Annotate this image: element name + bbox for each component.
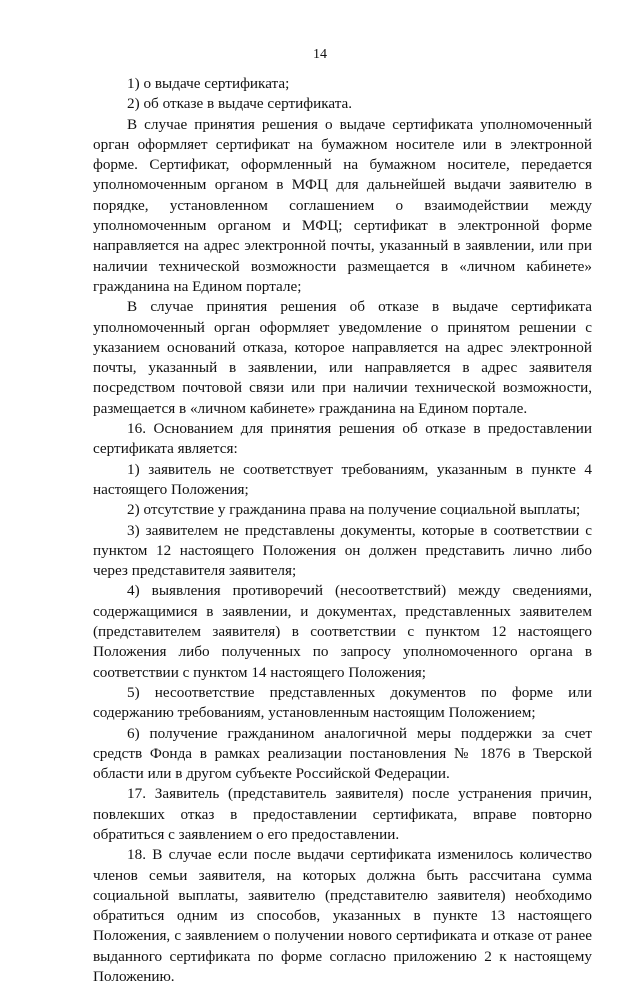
paragraph-issue-decision: В случае принятия решения о выдаче сертификата уполномоченный орган оформляет сертификат на бумажном носителе или в электронной форме. Сертификат, оформленный на бумажном носителе, передается уполномоченным органом в МФЦ для дальнейшей выдачи заявителю в порядке, установленном соглашением о взаимодействии между уполномоченным органом и МФЦ; сертификат в электронной форме направляется на адрес электронной почты, указанный в заявлении, или при наличии технической возможности размещается в «личном кабинете» гражданина на Едином портале;	[93, 115, 592, 295]
document-body	[93, 74, 592, 987]
paragraph-clause-16-item-1: 1) заявитель не соответствует требованиям, указанным в пункте 4 настоящего Положения;	[93, 460, 592, 498]
paragraph-clause-16-item-5: 5) несоответствие представленных документов по форме или содержанию требованиям, установленным настоящим Положением;	[93, 683, 592, 722]
paragraph-option-2: 2) об отказе в выдаче сертификата.	[127, 95, 353, 113]
page-number: 14	[313, 47, 327, 62]
paragraph-clause-18: 18. В случае если после выдачи сертификата изменилось количество членов семьи заявителя, на которых должна быть рассчитана сумма социальной выплаты, заявителю (представителю заявителя) необходимо обратиться одним из способов, указанных в пункте 13 настоящего Положения, с заявлением о получении нового сертификата и отказе от ранее выданного сертификата по форме согласно приложению 2 к настоящему Положению.	[93, 846, 592, 986]
paragraph-refusal-decision: В случае принятия решения об отказе в выдаче сертификата уполномоченный орган оформляет уведомление о принятом решении с указанием оснований отказа, которое направляется на адрес электронной почты, указанный в заявлении, или направляется в адрес заявителя посредством почтовой связи или при наличии технической возможности, размещается в «личном кабинете» гражданина на Едином портале.	[93, 298, 592, 417]
paragraph-option-1: 1) о выдаче сертификата;	[127, 75, 290, 92]
paragraph-clause-17: 17. Заявитель (представитель заявителя) после устранения причин, повлекших отказ в предоставлении сертификата, вправе повторно обратиться с заявлением о его предоставлении.	[93, 785, 592, 843]
paragraph-clause-16-item-2: 2) отсутствие у гражданина права на получение социальной выплаты;	[127, 501, 581, 519]
paragraph-clause-16: 16. Основанием для принятия решения об отказе в предоставлении сертификата является:	[93, 420, 592, 458]
paragraph-clause-16-item-4: 4) выявления противоречий (несоответствий) между сведениями, содержащимися в заявлении, и документах, представленных заявителем (представителем заявителя) в соответствии с пунктом 12 настоящего Положения либо полученных по запросу уполномоченного органа в соответствии с пунктом 14 настоящего Положения;	[93, 582, 592, 681]
paragraph-clause-16-item-6: 6) получение гражданином аналогичной меры поддержки за счет средств Фонда в рамках реализации постановления № 1876 в Тверской области или в другом субъекте Российской Федерации.	[93, 724, 592, 783]
paragraph-clause-16-item-3: 3) заявителем не представлены документы, которые в соответствии с пунктом 12 настоящего Положения он должен представить лично либо через представителя заявителя;	[93, 521, 592, 580]
